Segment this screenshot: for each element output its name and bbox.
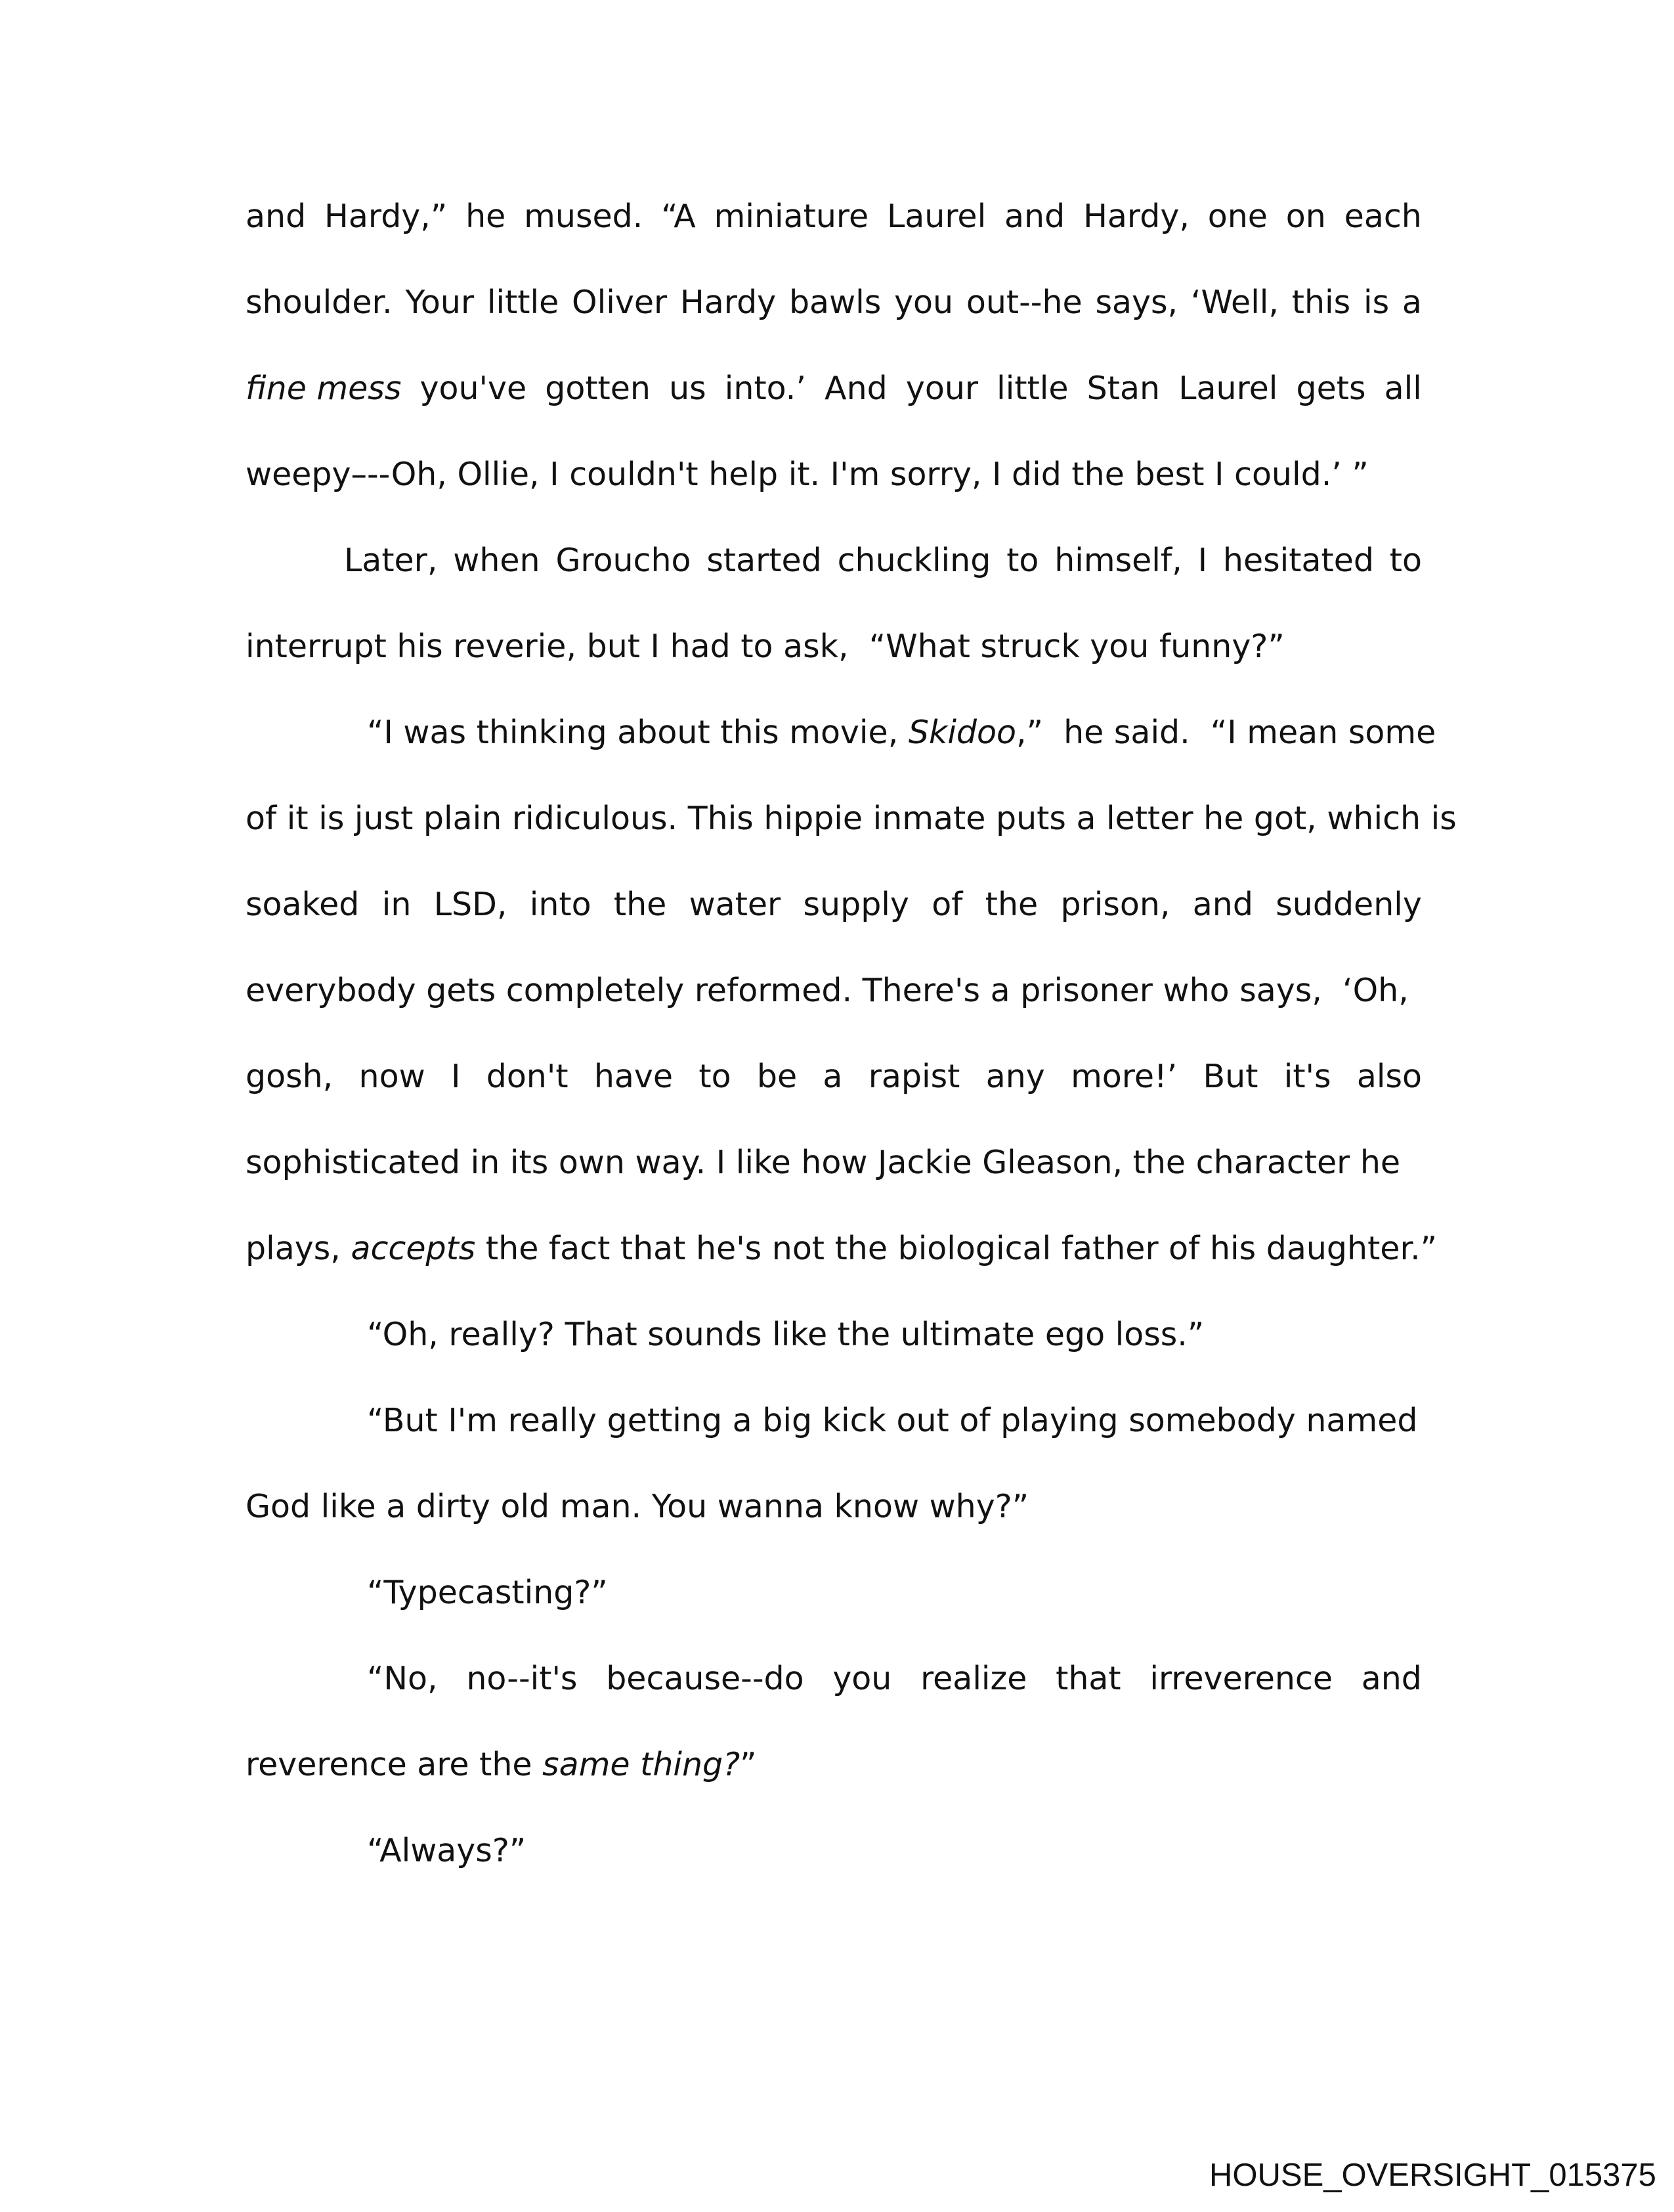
word: to (1389, 542, 1422, 579)
word: chuckling (837, 542, 991, 579)
word: But (1203, 1058, 1258, 1095)
word: water (689, 886, 781, 923)
italic-word: accepts (351, 1230, 476, 1267)
text-line-7 (246, 706, 1436, 759)
word: Hardy,” (324, 198, 448, 235)
word: Laurel (886, 198, 987, 235)
word: shoulder. (246, 284, 393, 321)
word: a (1402, 284, 1422, 321)
word: says, (1095, 284, 1178, 321)
text-segment: ,” he said. “I mean some (1016, 714, 1436, 751)
text-line-5 (246, 534, 1422, 587)
word: supply (803, 886, 909, 923)
text-line-13 (246, 1223, 1438, 1275)
word: any (985, 1058, 1045, 1095)
word: started (706, 542, 822, 579)
word: don't (486, 1058, 569, 1095)
italic-title: Skidoo (908, 714, 1016, 751)
word: Laurel (1178, 370, 1278, 407)
text-segment: “I was thinking about this movie, (367, 714, 909, 751)
text-segment: reverence are the (246, 1746, 543, 1783)
word: into.’ (724, 370, 806, 407)
word: irreverence (1149, 1660, 1333, 1697)
word: Stan (1086, 370, 1161, 407)
text-line-3 (246, 362, 1422, 415)
word: in (381, 886, 412, 923)
word: mused. (524, 198, 643, 235)
word: a (823, 1058, 843, 1095)
word: And (825, 370, 888, 407)
text-line-8: of it is just plain ridiculous. This hippie inmate puts a letter he got, which is (246, 800, 1457, 837)
text-segment: ” (740, 1746, 757, 1783)
word: because--do (606, 1660, 804, 1697)
word: to (698, 1058, 731, 1095)
word: when (453, 542, 540, 579)
word: one (1207, 198, 1268, 235)
word: realize (920, 1660, 1027, 1697)
text-line-18 (246, 1653, 1422, 1705)
word: of (932, 886, 963, 923)
word: Later, (344, 542, 438, 579)
italic-phrase: fine mess (246, 370, 402, 407)
italic-phrase: same thing? (542, 1746, 740, 1783)
word: “A (661, 198, 696, 235)
word: your (905, 370, 979, 407)
word: prison, (1060, 886, 1170, 923)
text-line-9 (246, 878, 1422, 931)
word: Your (405, 284, 475, 321)
text-line-1 (246, 190, 1422, 243)
word: is (1363, 284, 1390, 321)
text-line-15: “But I'm really getting a big kick out of playing somebody named (367, 1402, 1418, 1439)
word: LSD, (433, 886, 507, 923)
word: little (997, 370, 1069, 407)
word: suddenly (1276, 886, 1422, 923)
word: to (1006, 542, 1039, 579)
text-segment: plays, (246, 1230, 351, 1267)
word: and (1192, 886, 1253, 923)
word: and (1004, 198, 1065, 235)
word: all (1384, 370, 1422, 407)
word: into (529, 886, 591, 923)
word: Groucho (555, 542, 691, 579)
word: and (1361, 1660, 1422, 1697)
word: miniature (714, 198, 869, 235)
word: each (1344, 198, 1422, 235)
word: hesitated (1222, 542, 1374, 579)
word: gosh, (246, 1058, 333, 1095)
bates-number: HOUSE_OVERSIGHT_015375 (1209, 2158, 1656, 2193)
text-line-16: God like a dirty old man. You wanna know why?” (246, 1488, 1029, 1525)
word: more!’ (1071, 1058, 1178, 1095)
text-line-10: everybody gets completely reformed. There's a prisoner who says, ‘Oh, (246, 972, 1409, 1009)
word: soaked (246, 886, 360, 923)
word: Hardy (679, 284, 777, 321)
text-segment: the fact that he's not the biological father of his daughter.” (475, 1230, 1438, 1267)
word: he (465, 198, 506, 235)
text-line-6: interrupt his reverie, but I had to ask, “What struck you funny?” (246, 628, 1285, 665)
word: also (1356, 1058, 1422, 1095)
word: ‘Well, (1190, 284, 1279, 321)
text-line-20: “Always?” (367, 1832, 526, 1869)
word: us (669, 370, 706, 407)
text-line-11 (246, 1051, 1422, 1103)
text-line-17: “Typecasting?” (367, 1574, 608, 1611)
word: gets (1296, 370, 1366, 407)
word: gotten (545, 370, 651, 407)
word: that (1056, 1660, 1121, 1697)
word: you (894, 284, 954, 321)
word: I (1197, 542, 1208, 579)
word: no--it's (466, 1660, 578, 1697)
text-line-19 (246, 1739, 1422, 1791)
word: now (358, 1058, 425, 1095)
word: the (985, 886, 1039, 923)
text-line-4: weepy–--Oh, Ollie, I couldn't help it. I'm sorry, I did the best I could.’ ” (246, 456, 1369, 493)
word: and (246, 198, 307, 235)
word: you've (419, 370, 527, 407)
word: this (1291, 284, 1351, 321)
word: the (613, 886, 667, 923)
word: rapist (868, 1058, 960, 1095)
word: little (486, 284, 559, 321)
word: out--he (966, 284, 1083, 321)
text-line-14: “Oh, really? That sounds like the ultimate ego loss.” (367, 1316, 1205, 1353)
word: on (1285, 198, 1326, 235)
word: I (450, 1058, 461, 1095)
word: Oliver (572, 284, 668, 321)
word: bawls (788, 284, 882, 321)
text-line-12: sophisticated in its own way. I like how Jackie Gleason, the character he (246, 1144, 1401, 1181)
word: have (593, 1058, 674, 1095)
word: it's (1283, 1058, 1331, 1095)
word: himself, (1054, 542, 1182, 579)
word: you (832, 1660, 892, 1697)
word: be (756, 1058, 798, 1095)
text-line-2 (246, 276, 1422, 329)
word: Hardy, (1083, 198, 1190, 235)
word: “No, (367, 1660, 438, 1697)
